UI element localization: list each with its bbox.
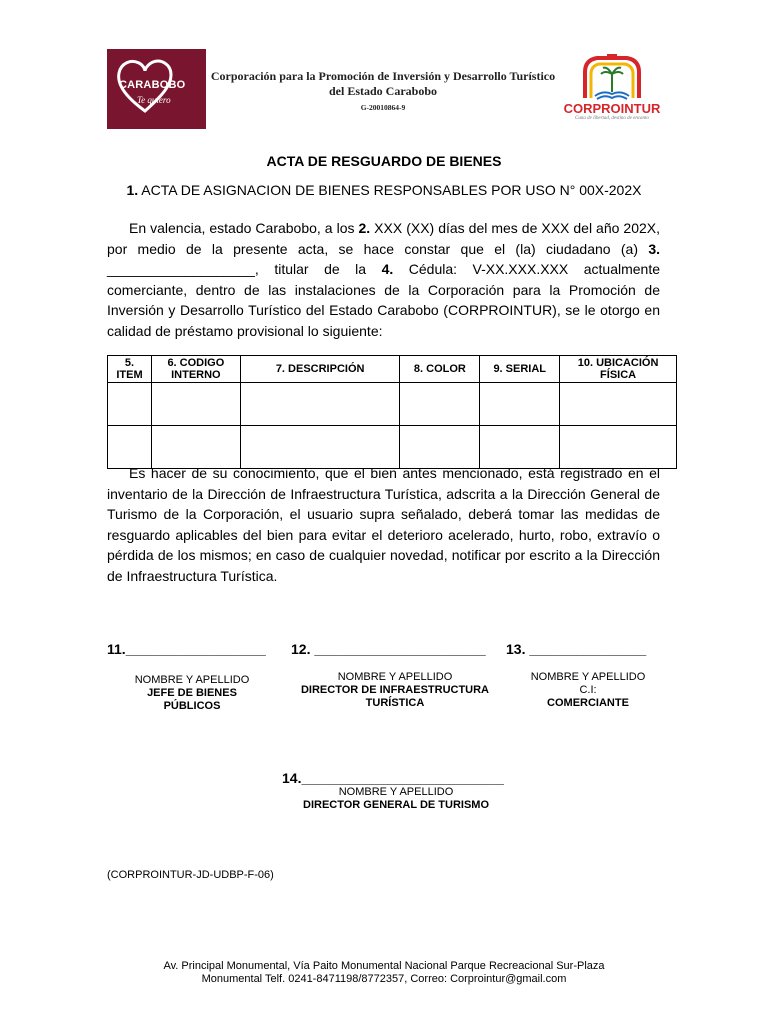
signature-line-12[interactable]: 12. ______________________ xyxy=(291,641,486,657)
intro-text-4: Cédula: V-XX.XXX.XXX actualmente comerciante, dentro de las instalaciones de la Corporación para la Promoción de Inversión y Desarrollo Turístico del Estado Carabobo (CORPROINTUR), se le otorgo en calidad de préstamo provisional lo siguiente: xyxy=(107,261,661,339)
signature-line-14[interactable]: 14.__________________________ xyxy=(282,770,504,786)
col-header-item: 5. ITEM xyxy=(108,356,152,383)
signature-line-13[interactable]: 13. _______________ xyxy=(506,641,647,657)
signature-caption-12 xyxy=(291,671,499,710)
signature-role-14: DIRECTOR GENERAL DE TURISMO xyxy=(303,799,489,811)
intro-text-1: En valencia, estado Carabobo, a los xyxy=(129,220,359,236)
field-number-3: 3. xyxy=(648,240,660,257)
document-subtitle xyxy=(0,182,768,198)
org-name-line2: del Estado Carabobo xyxy=(328,84,438,98)
signature-name-label: NOMBRE Y APELLIDO xyxy=(338,786,454,798)
signature-role-11: JEFE DE BIENES PÚBLICOS xyxy=(147,687,237,712)
signature-name-label: NOMBRE Y APELLIDO xyxy=(337,671,453,683)
corprointur-logo-slogan: Cuna de libertad, destino de encanto xyxy=(575,116,649,121)
table-cell[interactable] xyxy=(480,383,560,426)
signature-role-13: COMERCIANTE xyxy=(547,697,629,709)
signature-caption-13 xyxy=(520,671,656,710)
org-rif: G-20010864-9 xyxy=(360,103,406,112)
signature-caption-14 xyxy=(282,786,510,812)
table-header-row xyxy=(108,356,677,383)
table-cell[interactable] xyxy=(560,383,677,426)
signature-name-label: NOMBRE Y APELLIDO xyxy=(134,674,250,686)
subtitle-text: ACTA DE ASIGNACION DE BIENES RESPONSABLES POR USO N° 00X-202X xyxy=(138,182,642,198)
organization-header xyxy=(196,68,570,112)
carabobo-logo-text: CARABOBO xyxy=(119,79,186,91)
signature-caption-11 xyxy=(120,674,264,713)
form-code: (CORPROINTUR-JD-UDBP-F-06) xyxy=(107,869,274,881)
corprointur-emblem-icon xyxy=(577,52,647,102)
col-header-serial: 9. SERIAL xyxy=(480,356,560,383)
signature-ci-label: C.I: xyxy=(579,684,597,696)
table-cell[interactable] xyxy=(151,383,240,426)
col-header-codigo: 6. CODIGO INTERNO xyxy=(151,356,240,383)
carabobo-logo-slogan: Te quiero xyxy=(137,95,171,105)
document-title: ACTA DE RESGUARDO DE BIENES xyxy=(266,153,502,169)
corprointur-logo xyxy=(560,52,664,132)
signature-name-label: NOMBRE Y APELLIDO xyxy=(530,671,646,683)
table-row xyxy=(108,383,677,426)
notice-paragraph xyxy=(107,463,660,586)
signature-line-11[interactable]: 11.__________________ xyxy=(107,641,266,657)
corprointur-logo-text: CORPROINTUR xyxy=(563,101,661,116)
assets-table xyxy=(107,355,677,469)
intro-text-3: ___________________, titular de la xyxy=(107,261,382,277)
table-cell[interactable] xyxy=(240,383,400,426)
subtitle-number: 1. xyxy=(126,182,139,198)
signature-role-12: DIRECTOR DE INFRAESTRUCTURA TURÍSTICA xyxy=(300,684,490,709)
col-header-ubicacion: 10. UBICACIÓN FÍSICA xyxy=(560,356,677,383)
intro-paragraph xyxy=(107,218,660,341)
table-cell[interactable] xyxy=(108,383,152,426)
col-header-descripcion: 7. DESCRIPCIÓN xyxy=(240,356,400,383)
page-footer xyxy=(0,960,768,986)
notice-text: Es hacer de su conocimiento, que el bien antes mencionado, está registrado en el inventario de la Dirección de Infraestructura Turística, adscrita a la Dirección General de Turismo de la Corporación, el usuario supra señalado, deberá tomar las medidas de resguardo aplicables del bien para evitar el deterioro acelerado, hurto, robo, extravío o pérdida de los mismos; en caso de cualquier novedad, notificar por escrito a la Dirección de Infraestructura Turística. xyxy=(107,465,660,584)
field-number-2: 2. xyxy=(358,220,371,236)
table-cell[interactable] xyxy=(400,383,480,426)
field-number-4: 4. xyxy=(381,261,394,277)
carabobo-logo xyxy=(107,49,206,129)
col-header-color: 8. COLOR xyxy=(400,356,480,383)
org-name-line1: Corporación para la Promoción de Inversión y Desarrollo Turístico xyxy=(210,69,556,83)
footer-address: Av. Principal Monumental, Vía Paito Monumental Nacional Parque Recreacional Sur-Plaza xyxy=(163,960,605,972)
footer-contact: Monumental Telf. 0241-8471198/8772357, Correo: Corprointur@gmail.com xyxy=(201,973,567,985)
intro-text-2: XXX (XX) días del mes de XXX del año 202X, por medio de la presente acta, se hace constar que el (la) ciudadano (a) xyxy=(107,220,661,257)
